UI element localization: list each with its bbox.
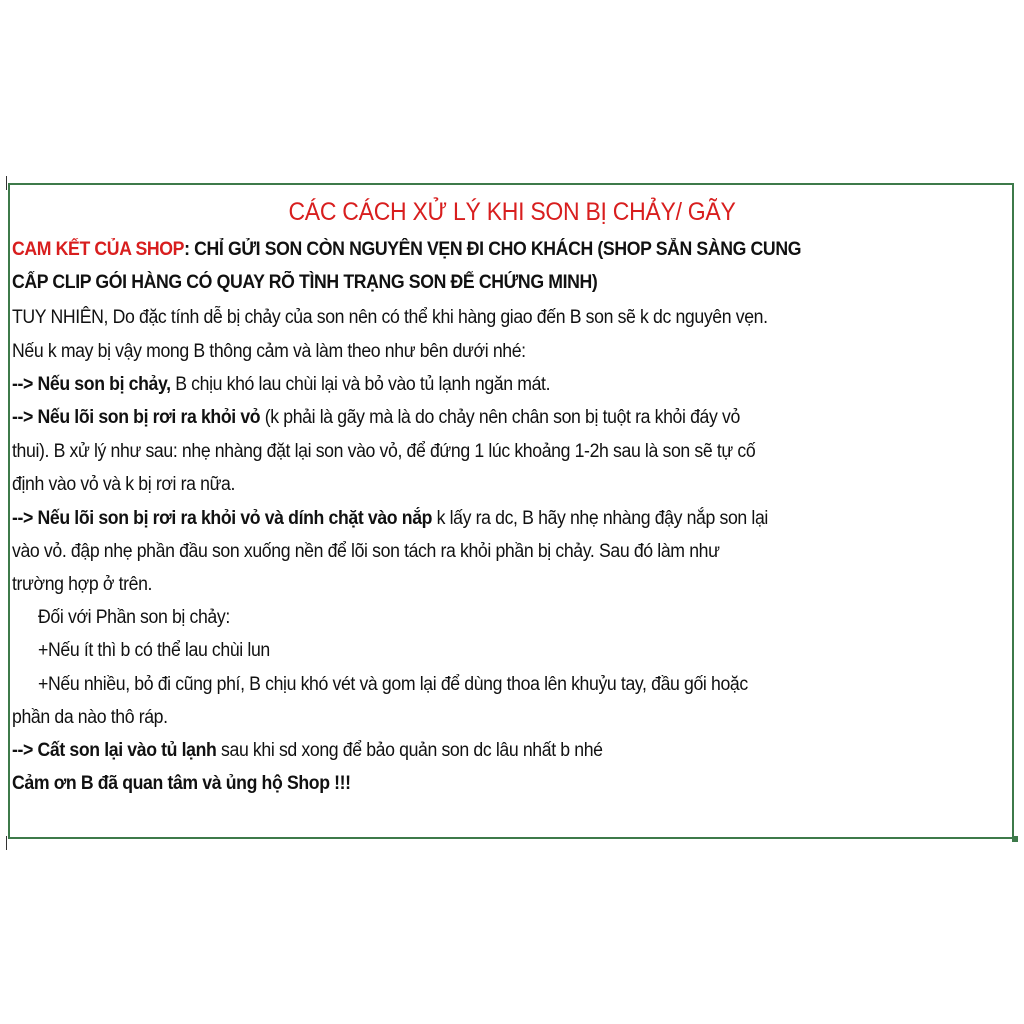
cell-corner-mark bbox=[6, 176, 7, 190]
fill-handle bbox=[1012, 836, 1018, 842]
case-2-line-2: thui). B xử lý như sau: nhẹ nhàng đặt lại son vào vỏ, để đứng 1 lúc khoảng 1-2h sau là son sẽ tự cố bbox=[12, 441, 756, 462]
case-3-line-2: vào vỏ. đập nhẹ phần đầu son xuống nền để lõi son tách ra khỏi phần bị chảy. Sau đó làm như bbox=[12, 541, 720, 562]
melted-item-2: +Nếu nhiều, bỏ đi cũng phí, B chịu khó vét và gom lại để dùng thoa lên khuỷu tay, đầu gối hoặc bbox=[38, 674, 748, 695]
page-title: CÁC CÁCH XỬ LÝ KHI SON BỊ CHẢY/ GÃY bbox=[288, 198, 736, 226]
storage-text: sau khi sd xong để bảo quản son dc lâu nhất b nhé bbox=[216, 740, 603, 761]
melted-item-1: +Nếu ít thì b có thể lau chùi lun bbox=[38, 640, 270, 661]
case-3-text: k lấy ra dc, B hãy nhẹ nhàng đậy nắp son lại bbox=[432, 508, 768, 529]
case-2-text: (k phải là gãy mà là do chảy nên chân son bị tuột ra khỏi đáy vỏ bbox=[260, 407, 740, 428]
case-2-line-3: định vào vỏ và k bị rơi ra nữa. bbox=[12, 474, 236, 495]
case-2-heading: --> Nếu lõi son bị rơi ra khỏi vỏ bbox=[12, 407, 261, 428]
commitment-label: CAM KẾT CỦA SHOP bbox=[12, 239, 185, 260]
thanks-line: Cảm ơn B đã quan tâm và ủng hộ Shop !!! bbox=[12, 773, 351, 794]
commitment-text: : CHỈ GỬI SON CÒN NGUYÊN VẸN ĐI CHO KHÁCH (SHOP SẴN SÀNG CUNG bbox=[184, 239, 802, 260]
commitment-line-2: CẤP CLIP GÓI HÀNG CÓ QUAY RÕ TÌNH TRẠNG SON ĐỂ CHỨNG MINH) bbox=[12, 272, 598, 293]
commitment-line-1 bbox=[12, 238, 801, 262]
storage-line bbox=[12, 739, 603, 763]
case-3-line-3: trường hợp ở trên. bbox=[12, 574, 153, 595]
case-3-heading: --> Nếu lõi son bị rơi ra khỏi vỏ và dính chặt vào nắp bbox=[12, 508, 433, 529]
melted-item-2-cont: phần da nào thô ráp. bbox=[12, 707, 168, 728]
melted-heading: Đối với Phần son bị chảy: bbox=[38, 607, 230, 628]
case-2-line-1 bbox=[12, 406, 740, 430]
case-3-line-1 bbox=[12, 507, 768, 531]
intro-line-1: TUY NHIÊN, Do đặc tính dễ bị chảy của son nên có thể khi hàng giao đến B son sẽ k dc nguyên vẹn. bbox=[12, 307, 768, 328]
case-1-text: B chịu khó lau chùi lại và bỏ vào tủ lạnh ngăn mát. bbox=[170, 374, 551, 395]
storage-heading: --> Cất son lại vào tủ lạnh bbox=[12, 740, 217, 761]
case-1-heading: --> Nếu son bị chảy, bbox=[12, 374, 171, 395]
cell-corner-mark bbox=[6, 836, 7, 850]
case-1 bbox=[12, 373, 550, 397]
intro-line-2: Nếu k may bị vậy mong B thông cảm và làm theo như bên dưới nhé: bbox=[12, 341, 526, 362]
